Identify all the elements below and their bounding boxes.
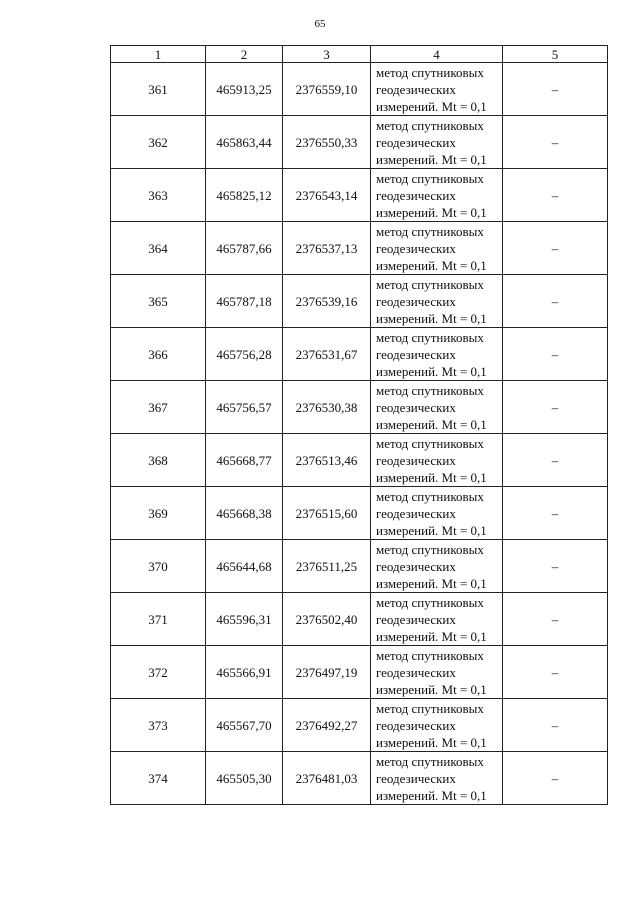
x-coordinate-cell: 465913,25 xyxy=(206,63,283,116)
method-line: метод спутниковых xyxy=(376,223,484,239)
method-line: метод спутниковых xyxy=(376,170,484,186)
method-cell xyxy=(371,752,503,805)
point-number-cell: 369 xyxy=(111,487,206,540)
method-line: геодезических xyxy=(376,399,456,415)
y-coordinate-cell: 2376550,33 xyxy=(283,116,371,169)
y-coordinate-cell: 2376481,03 xyxy=(283,752,371,805)
table-row xyxy=(111,540,608,593)
x-coordinate-cell: 465567,70 xyxy=(206,699,283,752)
method-cell xyxy=(371,487,503,540)
method-line: геодезических xyxy=(376,81,456,97)
table-row xyxy=(111,752,608,805)
table-row xyxy=(111,222,608,275)
table-row xyxy=(111,699,608,752)
x-coordinate-cell: 465505,30 xyxy=(206,752,283,805)
point-number-cell: 365 xyxy=(111,275,206,328)
point-number-cell: 366 xyxy=(111,328,206,381)
method-line: метод спутниковых xyxy=(376,594,484,610)
method-line: метод спутниковых xyxy=(376,488,484,504)
column-5-cell: – xyxy=(503,434,608,487)
method-cell xyxy=(371,434,503,487)
method-cell xyxy=(371,593,503,646)
point-number-cell: 373 xyxy=(111,699,206,752)
point-number-cell: 363 xyxy=(111,169,206,222)
method-line: метод спутниковых xyxy=(376,329,484,345)
method-line: метод спутниковых xyxy=(376,753,484,769)
column-5-cell: – xyxy=(503,63,608,116)
method-line: геодезических xyxy=(376,717,456,733)
method-line: измерений. Mt = 0,1 xyxy=(376,363,487,379)
column-5-cell: – xyxy=(503,169,608,222)
point-number-cell: 361 xyxy=(111,63,206,116)
column-5-cell: – xyxy=(503,116,608,169)
column-5-cell: – xyxy=(503,593,608,646)
x-coordinate-cell: 465668,77 xyxy=(206,434,283,487)
y-coordinate-cell: 2376497,19 xyxy=(283,646,371,699)
table-header-row xyxy=(111,46,608,63)
point-number-cell: 367 xyxy=(111,381,206,434)
page-number: 65 xyxy=(314,18,326,30)
method-line: геодезических xyxy=(376,240,456,256)
method-cell xyxy=(371,169,503,222)
method-line: измерений. Mt = 0,1 xyxy=(376,734,487,750)
point-number-cell: 371 xyxy=(111,593,206,646)
method-cell xyxy=(371,63,503,116)
method-line: геодезических xyxy=(376,134,456,150)
method-line: измерений. Mt = 0,1 xyxy=(376,681,487,697)
x-coordinate-cell: 465756,57 xyxy=(206,381,283,434)
method-line: измерений. Mt = 0,1 xyxy=(376,98,487,114)
method-line: измерений. Mt = 0,1 xyxy=(376,151,487,167)
column-header-3: 3 xyxy=(283,46,371,63)
y-coordinate-cell: 2376537,13 xyxy=(283,222,371,275)
method-cell xyxy=(371,328,503,381)
column-5-cell: – xyxy=(503,540,608,593)
point-number-cell: 368 xyxy=(111,434,206,487)
method-line: измерений. Mt = 0,1 xyxy=(376,204,487,220)
point-number-cell: 374 xyxy=(111,752,206,805)
table-row xyxy=(111,328,608,381)
method-cell xyxy=(371,699,503,752)
y-coordinate-cell: 2376511,25 xyxy=(283,540,371,593)
table-row xyxy=(111,275,608,328)
point-number-cell: 370 xyxy=(111,540,206,593)
method-line: измерений. Mt = 0,1 xyxy=(376,469,487,485)
method-cell xyxy=(371,646,503,699)
y-coordinate-cell: 2376515,60 xyxy=(283,487,371,540)
method-line: измерений. Mt = 0,1 xyxy=(376,522,487,538)
x-coordinate-cell: 465825,12 xyxy=(206,169,283,222)
method-line: геодезических xyxy=(376,770,456,786)
column-5-cell: – xyxy=(503,699,608,752)
method-line: метод спутниковых xyxy=(376,541,484,557)
column-5-cell: – xyxy=(503,646,608,699)
y-coordinate-cell: 2376543,14 xyxy=(283,169,371,222)
x-coordinate-cell: 465787,66 xyxy=(206,222,283,275)
column-5-cell: – xyxy=(503,328,608,381)
table-row xyxy=(111,116,608,169)
table-row xyxy=(111,487,608,540)
table-row xyxy=(111,381,608,434)
y-coordinate-cell: 2376492,27 xyxy=(283,699,371,752)
y-coordinate-cell: 2376531,67 xyxy=(283,328,371,381)
column-5-cell: – xyxy=(503,275,608,328)
method-line: геодезических xyxy=(376,452,456,468)
column-header-1: 1 xyxy=(111,46,206,63)
method-cell xyxy=(371,116,503,169)
column-header-4: 4 xyxy=(371,46,503,63)
method-line: геодезических xyxy=(376,346,456,362)
method-line: измерений. Mt = 0,1 xyxy=(376,416,487,432)
table-row xyxy=(111,646,608,699)
x-coordinate-cell: 465596,31 xyxy=(206,593,283,646)
method-line: измерений. Mt = 0,1 xyxy=(376,575,487,591)
method-line: метод спутниковых xyxy=(376,117,484,133)
column-5-cell: – xyxy=(503,752,608,805)
method-line: метод спутниковых xyxy=(376,647,484,663)
method-line: геодезических xyxy=(376,558,456,574)
y-coordinate-cell: 2376502,40 xyxy=(283,593,371,646)
method-line: измерений. Mt = 0,1 xyxy=(376,628,487,644)
method-line: метод спутниковых xyxy=(376,382,484,398)
method-cell xyxy=(371,540,503,593)
point-number-cell: 362 xyxy=(111,116,206,169)
method-line: геодезических xyxy=(376,611,456,627)
column-header-2: 2 xyxy=(206,46,283,63)
column-5-cell: – xyxy=(503,487,608,540)
method-line: измерений. Mt = 0,1 xyxy=(376,310,487,326)
method-line: метод спутниковых xyxy=(376,276,484,292)
y-coordinate-cell: 2376539,16 xyxy=(283,275,371,328)
table-body xyxy=(111,63,608,805)
method-line: геодезических xyxy=(376,187,456,203)
method-line: метод спутниковых xyxy=(376,64,484,80)
table-row xyxy=(111,169,608,222)
x-coordinate-cell: 465668,38 xyxy=(206,487,283,540)
table-row xyxy=(111,434,608,487)
method-cell xyxy=(371,222,503,275)
method-line: геодезических xyxy=(376,293,456,309)
method-line: метод спутниковых xyxy=(376,435,484,451)
y-coordinate-cell: 2376559,10 xyxy=(283,63,371,116)
method-cell xyxy=(371,381,503,434)
method-line: метод спутниковых xyxy=(376,700,484,716)
point-number-cell: 372 xyxy=(111,646,206,699)
x-coordinate-cell: 465863,44 xyxy=(206,116,283,169)
method-cell xyxy=(371,275,503,328)
table-row xyxy=(111,593,608,646)
column-5-cell: – xyxy=(503,381,608,434)
method-line: геодезических xyxy=(376,505,456,521)
y-coordinate-cell: 2376513,46 xyxy=(283,434,371,487)
method-line: измерений. Mt = 0,1 xyxy=(376,787,487,803)
point-number-cell: 364 xyxy=(111,222,206,275)
x-coordinate-cell: 465566,91 xyxy=(206,646,283,699)
x-coordinate-cell: 465756,28 xyxy=(206,328,283,381)
y-coordinate-cell: 2376530,38 xyxy=(283,381,371,434)
x-coordinate-cell: 465644,68 xyxy=(206,540,283,593)
x-coordinate-cell: 465787,18 xyxy=(206,275,283,328)
column-5-cell: – xyxy=(503,222,608,275)
column-header-5: 5 xyxy=(503,46,608,63)
method-line: измерений. Mt = 0,1 xyxy=(376,257,487,273)
table-row xyxy=(111,63,608,116)
coordinates-table xyxy=(110,45,608,805)
method-line: геодезических xyxy=(376,664,456,680)
